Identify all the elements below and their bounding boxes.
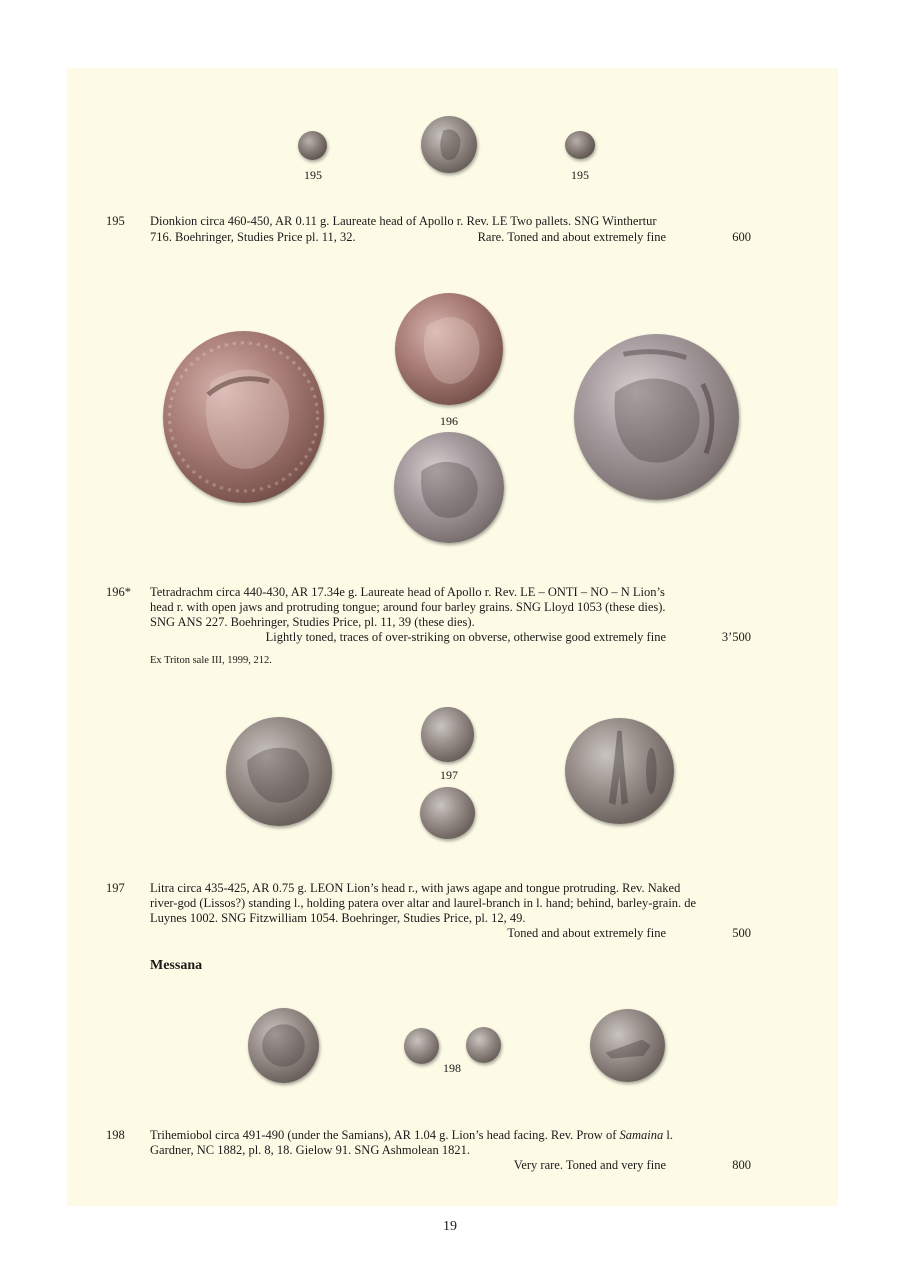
image-label-195-left: 195 xyxy=(304,168,322,182)
provenance-note: Ex Triton sale III, 1999, 212. xyxy=(150,655,272,666)
lot-text-line: Litra circa 435-425, AR 0.75 g. LEON Lion’s head r., with jaws agape and tongue protruding. Rev. Naked xyxy=(150,881,681,895)
coin-197-obverse xyxy=(421,707,474,762)
coin-197-reverse xyxy=(420,787,475,839)
lot-price: 500 xyxy=(732,926,751,940)
lot-number: 197 xyxy=(106,881,125,895)
lion-head-icon xyxy=(248,1008,319,1083)
lot-number: 196* xyxy=(106,585,131,599)
lot-text-line: Gardner, NC 1882, pl. 8, 18. Gielow 91. SNG Ashmolean 1821. xyxy=(150,1143,470,1157)
apollo-head-icon xyxy=(395,293,503,405)
lot-number: 195 xyxy=(106,214,125,228)
lot-grade: Toned and about extremely fine xyxy=(507,926,666,940)
lot-text-line: Tetradrachm circa 440-430, AR 17.34e g. Laureate head of Apollo r. Rev. LE – ONTI – NO – N Lion’s xyxy=(150,585,665,599)
lot-text-line: Dionkion circa 460-450, AR 0.11 g. Laureate head of Apollo r. Rev. LE Two pallets. SNG Winthertur xyxy=(150,214,657,228)
coin-196-obverse-enlarged xyxy=(163,331,324,503)
lot-198-description xyxy=(106,1128,751,1174)
coin-198-obverse-enlarged xyxy=(248,1008,319,1083)
coin-195-obverse xyxy=(421,116,477,173)
coin-198-obverse xyxy=(404,1028,439,1064)
image-label-196: 196 xyxy=(440,414,458,428)
ship-prow-icon xyxy=(590,1009,665,1082)
lot-text-line: Trihemiobol circa 491-490 (under the Samians), AR 1.04 g. Lion’s head facing. Rev. Prow of xyxy=(150,1128,620,1142)
coin-195-obverse-enlarged xyxy=(298,131,327,160)
lot-number: 198 xyxy=(106,1128,125,1142)
lot-text-line: Luynes 1002. SNG Fitzwilliam 1054. Boehringer, Studies Price, pl. 12, 49. xyxy=(150,911,526,925)
ship-name: Samaina xyxy=(619,1128,664,1142)
coin-197-obverse-enlarged xyxy=(226,717,332,826)
lot-text-line: 716. Boehringer, Studies Price pl. 11, 32. xyxy=(150,230,356,244)
lot-196-description xyxy=(106,585,751,647)
lot-text-line: head r. with open jaws and protruding tongue; around four barley grains. SNG Lloyd 1053 (these dies). xyxy=(150,600,666,614)
lot-price: 600 xyxy=(732,230,751,244)
coin-196-reverse-enlarged xyxy=(574,334,739,500)
apollo-head-icon xyxy=(163,331,324,503)
coin-198-reverse-enlarged xyxy=(590,1009,665,1082)
section-heading: Messana xyxy=(150,958,203,973)
coin-195-reverse xyxy=(565,131,595,159)
lot-price: 800 xyxy=(732,1158,751,1172)
lion-head-icon xyxy=(394,432,504,543)
lot-text-line-end: l. xyxy=(663,1128,673,1142)
coin-197-reverse-enlarged xyxy=(565,718,674,824)
lot-195-description xyxy=(106,214,751,246)
lot-grade: Lightly toned, traces of over-striking on obverse, otherwise good extremely fine xyxy=(265,630,666,644)
lot-grade: Very rare. Toned and very fine xyxy=(513,1158,666,1172)
lot-price: 3’500 xyxy=(721,630,751,644)
lion-head-icon xyxy=(574,334,739,500)
coin-196-obverse xyxy=(395,293,503,405)
image-label-198: 198 xyxy=(443,1061,461,1075)
lot-197-description xyxy=(106,881,751,943)
river-god-icon xyxy=(565,718,674,824)
apollo-head-icon xyxy=(421,116,477,173)
lion-head-icon xyxy=(226,717,332,826)
lot-grade: Rare. Toned and about extremely fine xyxy=(477,230,666,244)
image-label-195-right: 195 xyxy=(571,168,589,182)
lot-text-line: river-god (Lissos?) standing l., holding patera over altar and laurel-branch in l. hand; behind, barley-grain. de xyxy=(150,896,697,910)
lot-text-line: SNG ANS 227. Boehringer, Studies Price, pl. 11, 39 (these dies). xyxy=(150,615,475,629)
image-label-197: 197 xyxy=(440,768,458,782)
coin-196-reverse xyxy=(394,432,504,543)
page-number: 19 xyxy=(443,1219,457,1234)
coin-198-reverse xyxy=(466,1027,501,1063)
